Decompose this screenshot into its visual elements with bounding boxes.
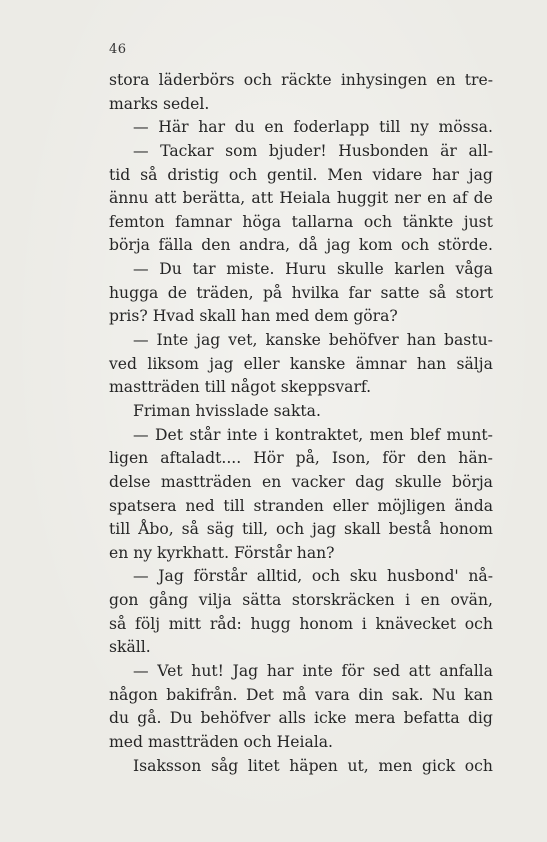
page-number: 46 <box>109 42 127 57</box>
text-line: ännu att berätta, att Heiala huggit ner en af de <box>109 189 493 208</box>
text-line: — Tackar som bjuder! Husbonden är all- <box>133 141 493 160</box>
text-line: tid så dristig och gentil. Men vidare har jag <box>109 165 493 184</box>
text-line: Friman hvisslade sakta. <box>133 401 321 420</box>
text-line: börja fälla den andra, då jag kom och störde. <box>109 236 493 255</box>
text-line: pris? Hvad skall han med dem göra? <box>109 307 398 326</box>
text-line: — Här har du en foderlapp till ny mössa. <box>133 118 493 137</box>
text-line: — Vet hut! Jag har inte för sed att anfalla <box>133 662 493 681</box>
text-line: ved liksom jag eller kanske ämnar han sälja <box>109 354 493 373</box>
text-line: spatsera ned till stranden eller möjligen ända <box>109 496 493 515</box>
text-line: ligen aftaladt.... Hör på, Ison, för den hän- <box>109 449 493 468</box>
text-line: femton famnar höga tallarna och tänkte just <box>109 212 493 231</box>
text-line: hugga de träden, på hvilka far satte så stort <box>109 283 493 302</box>
text-line: någon bakifrån. Det må vara din sak. Nu kan <box>109 685 493 704</box>
text-line: stora läderbörs och räckte inhysingen en tre- <box>109 71 493 89</box>
text-line: mastträden till något skeppsvarf. <box>109 378 372 397</box>
text-line: Isaksson såg litet häpen ut, men gick och <box>133 756 493 775</box>
text-line: med mastträden och Heiala. <box>109 732 334 751</box>
text-line: en ny kyrkhatt. Förstår han? <box>109 543 335 562</box>
text-line: till Åbo, så säg till, och jag skall bestå honom <box>109 520 493 539</box>
text-line: — Det står inte i kontraktet, men blef munt- <box>133 425 493 444</box>
text-line: — Du tar miste. Huru skulle karlen våga <box>133 260 493 279</box>
text-line: — Inte jag vet, kanske behöfver han bastu- <box>133 331 493 350</box>
text-line: du gå. Du behöfver alls icke mera befatta dig <box>109 709 493 728</box>
text-line: marks sedel. <box>109 94 210 113</box>
text-line: så följ mitt råd: hugg honom i knävecket och <box>109 614 493 633</box>
text-line: gon gång vilja sätta storskräcken i en ovän, <box>109 591 493 610</box>
text-line: — Jag förstår alltid, och sku husbond' nå- <box>133 567 493 586</box>
text-line: skäll. <box>109 638 151 657</box>
body-text <box>109 69 493 778</box>
text-line: delse mastträden en vacker dag skulle börja <box>109 472 493 491</box>
